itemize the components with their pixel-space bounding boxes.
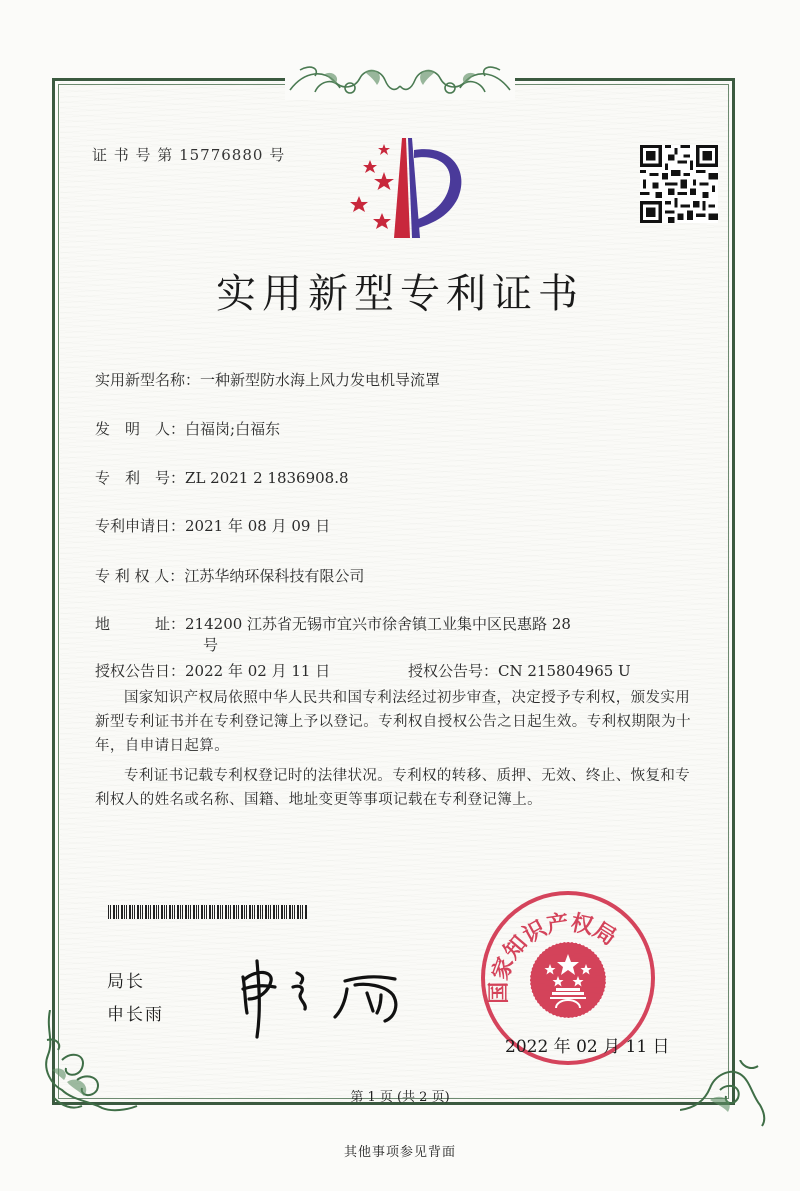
director-name: 申长雨 (107, 1005, 164, 1025)
field-label: 发 明 人： (95, 420, 186, 438)
field-application-date (95, 515, 330, 536)
field-value: ZL 2021 2 1836908.8 (185, 469, 349, 487)
field-patentee (95, 565, 364, 586)
field-value: 一种新型防水海上风力发电机导流罩 (200, 371, 441, 389)
director-title: 局长 (107, 972, 145, 992)
field-value: 2022 年 02 月 11 日 (185, 662, 331, 680)
field-value: 白福岗;白福东 (185, 420, 281, 438)
field-label: 专 利 权 人： (95, 567, 185, 585)
field-label: 授权公告号： (408, 662, 499, 680)
signature-icon (235, 955, 415, 1040)
seal-text: 国家知识产权局 (486, 910, 621, 1004)
cnipa-logo-icon (340, 130, 470, 240)
top-ornament-icon (285, 60, 515, 100)
document-title: 实用新型专利证书 (216, 271, 584, 317)
field-value: CN 215804965 U (498, 662, 631, 680)
field-address (95, 613, 571, 634)
seal-date: 2022 年 02 月 11 日 (505, 1037, 670, 1057)
footer-note: 其他事项参见背面 (343, 1145, 456, 1160)
field-inventors (95, 418, 280, 439)
barcode-icon (108, 905, 308, 919)
field-patent-number (95, 467, 349, 488)
field-label: 专利申请日： (95, 517, 186, 535)
legal-paragraph: 专利证书记载专利权登记时的法律状况。专利权的转移、质押、无效、终止、恢复和专利权人的姓名或名称、国籍、地址变更等事项记载在专利登记簿上。 (95, 768, 691, 808)
national-emblem-icon (530, 942, 606, 1018)
field-label: 地 址： (95, 615, 186, 633)
field-value: 2021 年 08 月 09 日 (185, 517, 331, 535)
qr-code-icon (640, 145, 718, 223)
field-value: 江苏华纳环保科技有限公司 (184, 567, 365, 585)
certificate-number: 证 书 号 第 15776880 号 (92, 146, 286, 164)
field-label: 实用新型名称： (95, 371, 201, 389)
legal-paragraph: 国家知识产权局依照中华人民共和国专利法经过初步审查，决定授予专利权，颁发实用新型专利证书并在专利登记簿上予以登记。专利权自授权公告之日起生效。专利权期限为十年，自申请日起算。 (95, 690, 691, 754)
field-grant-announcement-number (408, 660, 631, 681)
field-label: 专 利 号： (95, 469, 186, 487)
field-label: 授权公告日： (95, 662, 186, 680)
field-value: 214200 江苏省无锡市宜兴市徐舍镇工业集中区民惠路 28 (185, 615, 571, 633)
field-utility-model-name (95, 369, 440, 390)
field-grant-announcement-date (95, 660, 330, 681)
field-address-line2: 号 (203, 636, 219, 654)
page-number: 第 1 页 (共 2 页) (350, 1090, 450, 1105)
